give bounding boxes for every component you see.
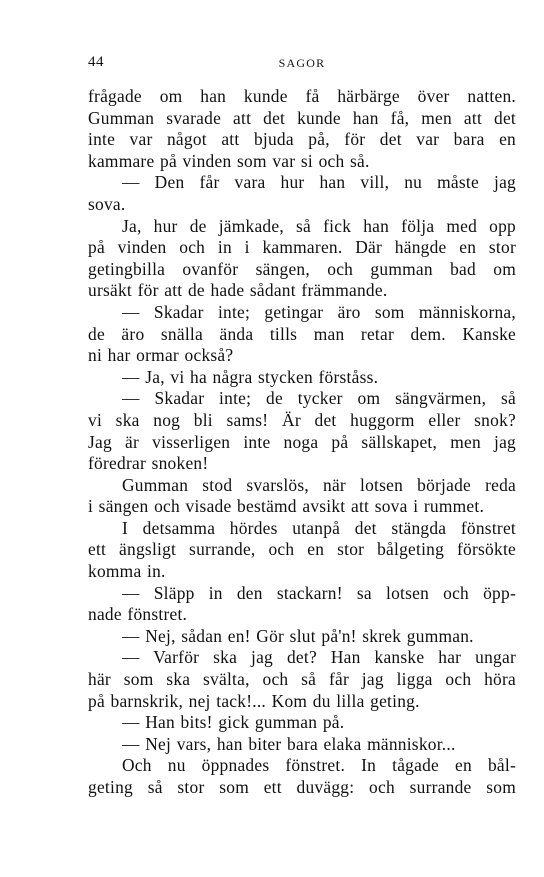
text-line: Jag är visserligen inte noga på sällskapet, men jag	[88, 431, 516, 452]
text-line: frågade om han kunde få härbärge över natten.	[88, 86, 516, 106]
text-line: ni har ormar också?	[88, 345, 234, 366]
text-line: Gumman stod svarslös, när lotsen började reda	[122, 474, 516, 495]
text-line: — Skadar inte; de tycker om sängvärmen, så	[122, 388, 516, 409]
text-line: — Ja, vi ha några stycken förståss.	[122, 366, 379, 387]
text-line: komma in.	[88, 561, 166, 582]
page-number: 44	[88, 54, 104, 70]
text-line: nade fönstret.	[88, 604, 188, 625]
text-line: — Skadar inte; getingar äro som människorna,	[122, 301, 516, 322]
text-line: de äro snälla ända tills man retar dem. Kanske	[88, 323, 516, 344]
text-line: — Den får vara hur han vill, nu måste jag	[122, 172, 516, 193]
text-line: I detsamma hördes utanpå det stängda fönstret	[122, 517, 516, 538]
text-line: i sängen och visade bestämd avsikt att sova i rummet.	[88, 496, 485, 517]
text-line: på barnskrik, nej tack!... Kom du lilla geting.	[88, 690, 420, 711]
text-line: — Varför ska jag det? Han kanske har ungar	[122, 647, 516, 668]
running-title: SAGOR	[278, 56, 326, 70]
page-header	[88, 52, 516, 72]
text-line: kammare på vinden som var si och så.	[88, 150, 370, 171]
text-line: här som ska svälta, och så får jag ligga och höra	[88, 669, 516, 690]
body-text	[88, 86, 516, 799]
text-line: inte var något att bjuda på, för det var bara en	[88, 129, 516, 150]
text-line: getingbilla ovanför sängen, och gumman bad om	[88, 258, 516, 279]
text-line: sova.	[88, 193, 126, 214]
text-line: föredrar snoken!	[88, 453, 209, 474]
text-line: — Han bits! gick gumman på.	[122, 712, 345, 733]
text-line: Gumman svarade att det kunde han få, men att det	[88, 107, 516, 128]
text-line: ursäkt för att de hade sådant främmande.	[88, 280, 388, 301]
text-line: Ja, hur de jämkade, så fick han följa med opp	[122, 215, 516, 236]
text-line: Och nu öppnades fönstret. In tågade en bål-	[122, 755, 516, 776]
text-line: ett ängsligt surrande, och en stor bålgeting försökte	[88, 539, 516, 560]
text-line: — Släpp in den stackarn! sa lotsen och öpp-	[122, 582, 516, 603]
text-line: — Nej, sådan en! Gör slut på'n! skrek gumman.	[122, 625, 474, 646]
text-line: — Nej vars, han biter bara elaka människor...	[122, 733, 456, 754]
text-line: på vinden och in i kammaren. Där hängde en stor	[88, 237, 516, 258]
text-line: vi ska nog bli sams! Är det huggorm eller snok?	[88, 409, 516, 430]
text-line: geting så stor som ett duvägg: och surrande som	[88, 777, 516, 797]
